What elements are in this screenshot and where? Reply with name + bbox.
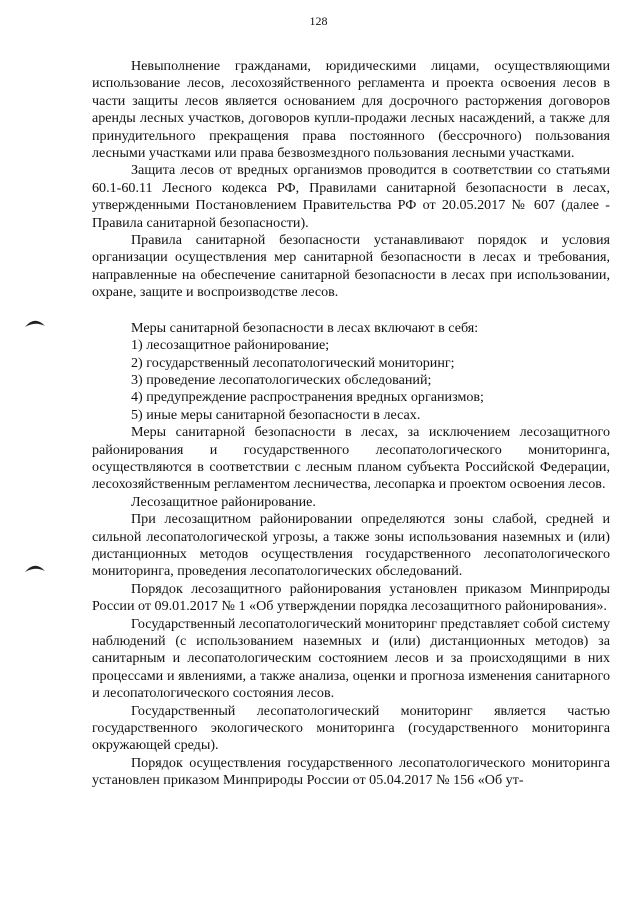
body-text [92, 58, 610, 790]
paragraph: Невыполнение гражданами, юридическими лицами, осуществляющими использование лесов, лесохозяйственного регламента и проекта освоения лесов в части защиты лесов является основанием для досрочного расторжения договоров аренды лесных участков, договоров купли-продажи лесных насаждений, а также для принудительного прекращения права постоянного (бессрочного) пользования лесными участками или права безвозмездного пользования лесными участками. [92, 58, 610, 162]
paragraph: Меры санитарной безопасности в лесах включают в себя: [131, 319, 479, 336]
punch-hole-mark [24, 562, 46, 574]
list-item: 1) лесозащитное районирование; [131, 337, 330, 354]
list-item: 5) иные меры санитарной безопасности в лесах. [131, 406, 421, 423]
paragraph: При лесозащитном районировании определяются зоны слабой, средней и сильной лесопатологической угрозы, а также зоны использования наземных и (или) дистанционных методов осуществления государственного лесопатологического мониторинга, проведения лесопатологических обследований. [92, 511, 610, 580]
paragraph: Защита лесов от вредных организмов проводится в соответствии со статьями 60.1-60.11 Лесного кодекса РФ, Правилами санитарной безопасности в лесах, утвержденными Постановлением Правительства РФ от 20.05.2017 № 607 (далее - Правила санитарной безопасности). [92, 162, 610, 231]
paragraph: Порядок лесозащитного районирования установлен приказом Минприроды России от 09.01.2017 № 1 «Об утверждении порядка лесозащитного районирования». [92, 580, 610, 615]
paragraph: Государственный лесопатологический мониторинг является частью государственного экологического мониторинга (государственного мониторинга окружающей среды). [92, 702, 610, 754]
paragraph: Государственный лесопатологический мониторинг представляет собой систему наблюдений (с использованием наземных и (или) дистанционных методов) за санитарным и лесопатологическим состоянием лесов и за происходящими в них процессами и явлениями, а также анализа, оценки и прогноза изменения санитарного и лесопатологического состояния лесов. [92, 615, 611, 702]
punch-hole-mark [24, 317, 46, 329]
paragraph: Порядок осуществления государственного лесопатологического мониторинга установлен приказом Минприроды России от 05.04.2017 № 156 «Об ут- [92, 754, 610, 789]
paragraph: Меры санитарной безопасности в лесах, за исключением лесозащитного районирования и государственного лесопатологического мониторинга, осуществляются в соответствии с лесным планом субъекта Российской Федерации, лесохозяйственным регламентом лесничества, лесопарка и проектом освоения лесов. [92, 424, 610, 493]
list-item: 2) государственный лесопатологический мониторинг; [131, 354, 455, 371]
section-heading: Лесозащитное районирование. [131, 493, 316, 510]
list-item: 3) проведение лесопатологических обследований; [131, 371, 432, 388]
list-item: 4) предупреждение распространения вредных организмов; [131, 389, 484, 406]
page-number: 128 [309, 14, 328, 28]
paragraph: Правила санитарной безопасности устанавливают порядок и условия организации осуществления мер санитарной безопасности в лесах и требования, направленные на обеспечение санитарной безопасности в лесах при использовании, охране, защите и воспроизводстве лесов. [92, 232, 610, 301]
